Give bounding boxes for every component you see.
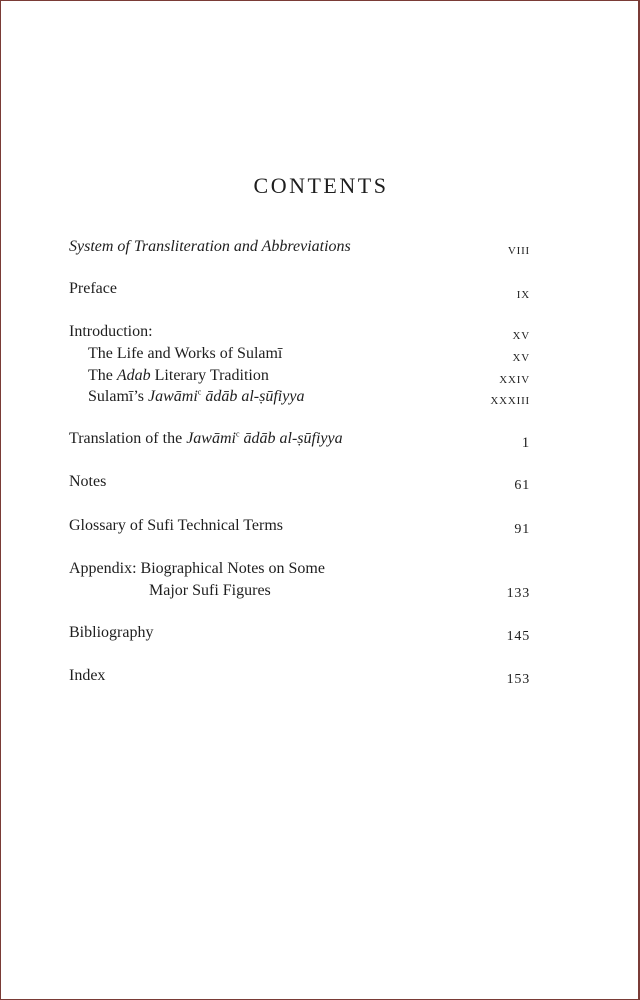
toc-entry-title (88, 366, 269, 386)
toc-entry-page: 91 (514, 522, 530, 537)
title-italic-text: Adab (116, 367, 151, 384)
title-italic-text: ādāb al-ṣūfiyya (239, 430, 343, 447)
toc-entry-title: Bibliography (69, 624, 154, 641)
toc-entry-title (69, 429, 343, 449)
title-italic-text: ādāb al-ṣūfiyya (201, 388, 305, 405)
page-title: CONTENTS (253, 173, 389, 198)
ayn-superscript: c (197, 387, 202, 397)
toc-entry-page: 145 (506, 629, 530, 644)
title-text: Translation of the (69, 430, 187, 447)
toc-entry-title: Preface (69, 280, 117, 297)
toc-entry-page: ix (516, 286, 530, 302)
toc-entry-page: xxiv (499, 371, 530, 387)
title-text: Sulamī’s (88, 388, 149, 405)
toc-entry-title: Glossary of Sufi Technical Terms (69, 517, 284, 534)
toc-entry-page: 61 (514, 478, 530, 493)
toc-entry-title: The Life and Works of Sulamī (88, 345, 283, 362)
toc-entry-title: Notes (69, 473, 107, 490)
toc-entry-page: 153 (506, 672, 530, 687)
ayn-superscript: c (235, 429, 240, 439)
toc-entry-title: Major Sufi Figures (149, 582, 271, 599)
title-italic-text: Jawāmi (148, 388, 198, 405)
toc-entry-title: Appendix: Biographical Notes on Some (69, 560, 325, 577)
title-text: Literary Tradition (150, 367, 269, 384)
toc-entry-title (88, 387, 304, 407)
toc-entry-page: xxxiii (490, 392, 530, 408)
toc-entry-page: xv (512, 349, 530, 365)
toc-entry-title: System of Transliteration and Abbreviations (69, 238, 351, 255)
toc-entry-page: 1 (521, 435, 530, 451)
toc-entry-title: Introduction: (69, 323, 153, 340)
title-italic-text: Jawāmi (186, 430, 236, 447)
toc-entry-page: 133 (506, 586, 530, 601)
toc-entry-title: Index (69, 667, 106, 684)
toc-entry-page: viii (507, 242, 530, 258)
toc-entry-page: xv (512, 327, 530, 343)
title-text: The (88, 367, 117, 384)
